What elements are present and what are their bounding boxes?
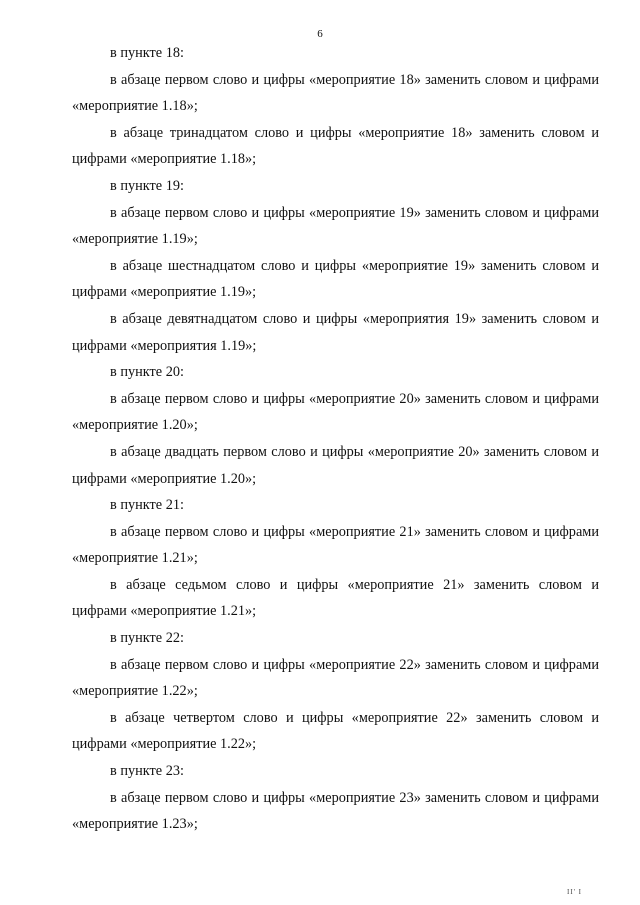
paragraph-punkt-20: в пункте 20: [110, 364, 184, 381]
paragraph: в абзаце двадцать первом слово и цифры «мероприятие 20» заменить словом и цифрами «мероприятие 1.20»; [72, 443, 599, 487]
paragraph: в абзаце первом слово и цифры «мероприятие 19» заменить словом и цифрами «мероприятие 1.19»; [72, 204, 599, 248]
paragraph: в абзаце первом слово и цифры «мероприятие 22» заменить словом и цифрами «мероприятие 1.22»; [72, 656, 599, 700]
page-number: 6 [317, 28, 323, 40]
paragraph-punkt-19: в пункте 19: [110, 177, 184, 194]
paragraph: в абзаце тринадцатом слово и цифры «мероприятие 18» заменить словом и цифрами «мероприятие 1.18»; [72, 124, 599, 168]
footer-mark: ІІ' І [566, 888, 582, 896]
paragraph-punkt-18: в пункте 18: [110, 45, 184, 61]
paragraph: в абзаце девятнадцатом слово и цифры «мероприятия 19» заменить словом и цифрами «мероприятия 1.19»; [72, 310, 599, 354]
document-body [72, 40, 599, 838]
paragraph-punkt-21: в пункте 21: [110, 497, 184, 514]
paragraph-punkt-23: в пункте 23: [110, 763, 184, 780]
paragraph: в абзаце первом слово и цифры «мероприятие 23» заменить словом и цифрами «мероприятие 1.23»; [72, 789, 599, 833]
paragraph-punkt-22: в пункте 22: [110, 630, 184, 647]
paragraph: в абзаце седьмом слово и цифры «мероприятие 21» заменить словом и цифрами «мероприятие 1.21»; [72, 576, 599, 620]
paragraph: в абзаце первом слово и цифры «мероприятие 21» заменить словом и цифрами «мероприятие 1.21»; [72, 523, 599, 567]
paragraph: в абзаце шестнадцатом слово и цифры «мероприятие 19» заменить словом и цифрами «мероприятие 1.19»; [72, 257, 599, 301]
paragraph: в абзаце первом слово и цифры «мероприятие 20» заменить словом и цифрами «мероприятие 1.20»; [72, 390, 599, 434]
paragraph: в абзаце первом слово и цифры «мероприятие 18» заменить словом и цифрами «мероприятие 1.18»; [72, 71, 599, 115]
paragraph: в абзаце четвертом слово и цифры «мероприятие 22» заменить словом и цифрами «мероприятие 1.22»; [72, 709, 599, 753]
